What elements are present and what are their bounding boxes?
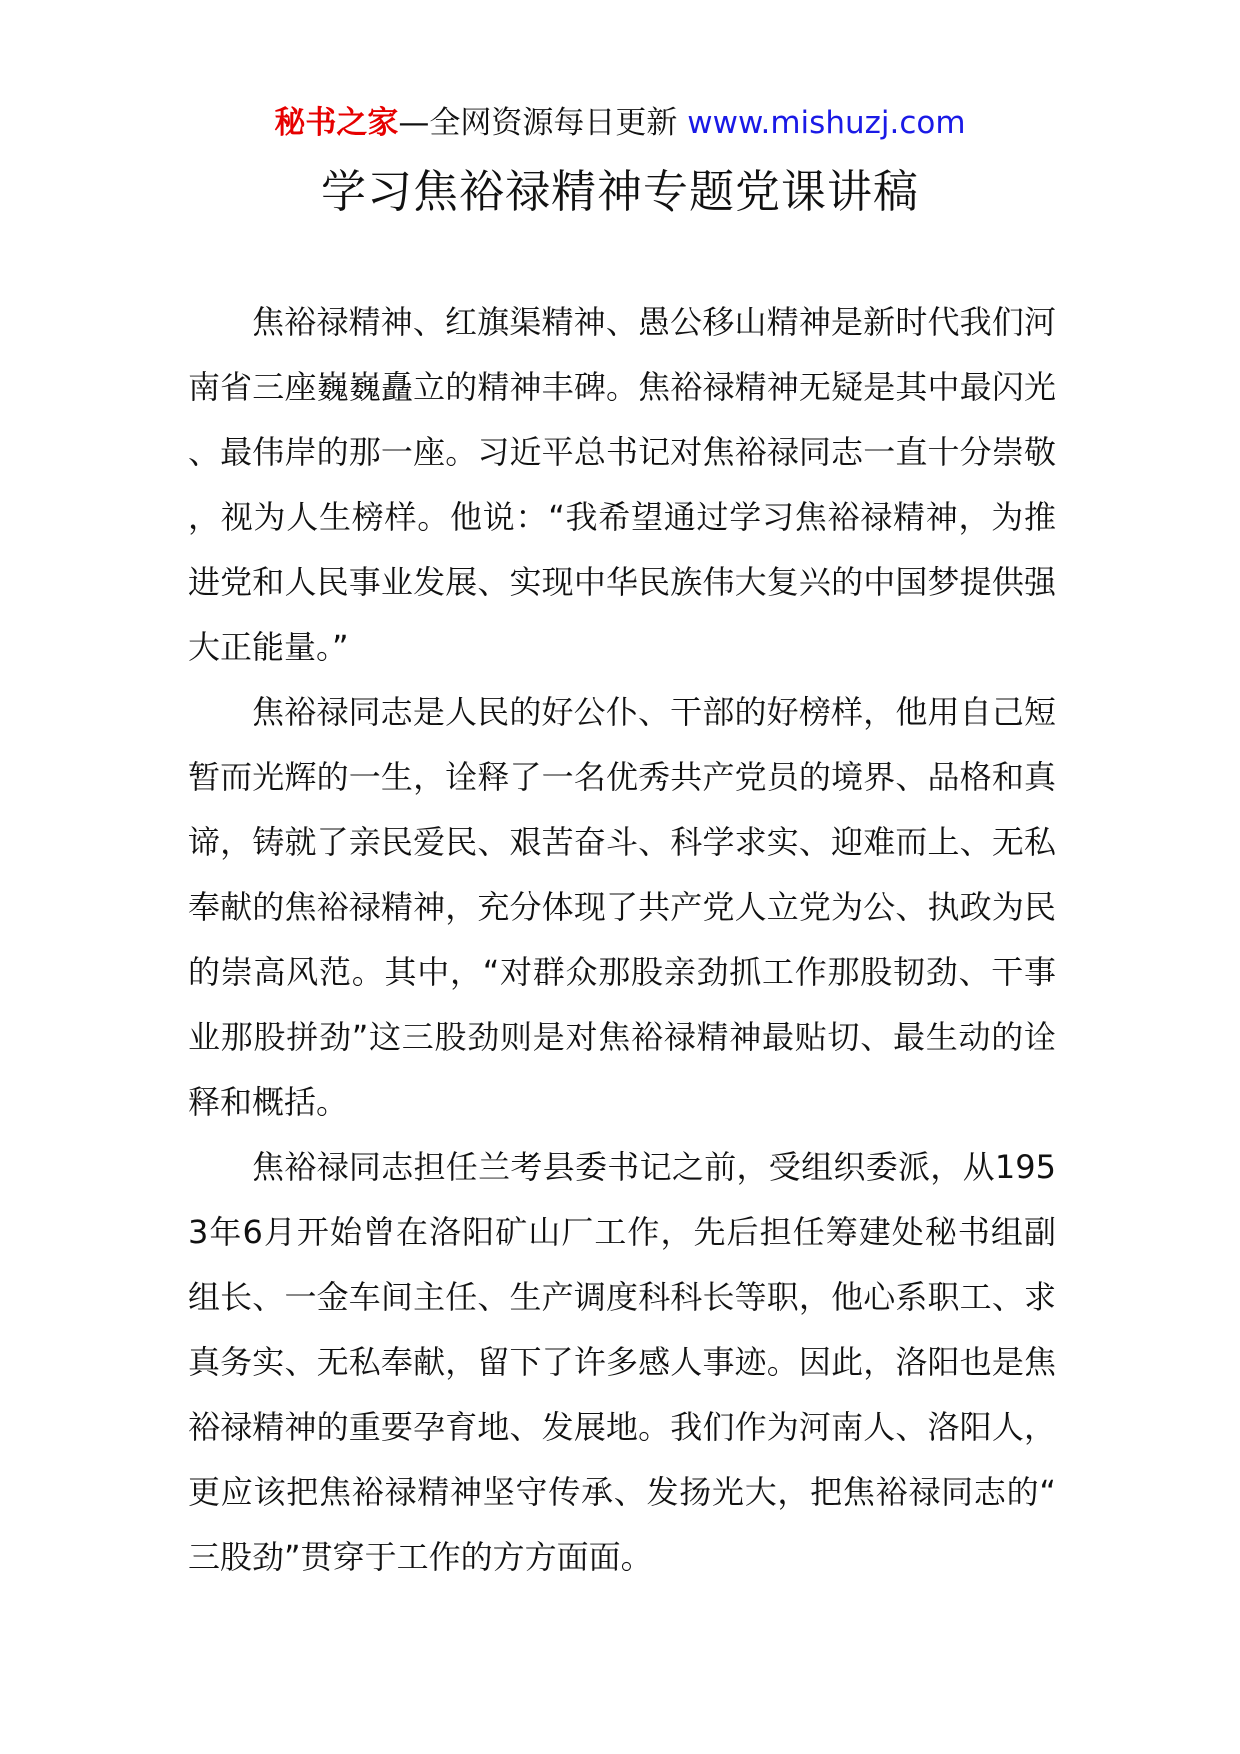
site-header — [0, 100, 1240, 146]
paragraph-3: 焦裕禄同志担任兰考县委书记之前，受组织委派，从1953年6月开始曾在洛阳矿山厂工作，先后担任筹建处秘书组副组长、一金车间主任、生产调度科科长等职，他心系职工、求真务实、无私奉献，留下了许多感人事迹。因此，洛阳也是焦裕禄精神的重要孕育地、发展地。我们作为河南人、洛阳人，更应该把焦裕禄精神坚守传承、发扬光大，把焦裕禄同志的“三股劲”贯穿于工作的方方面面。 — [188, 1148, 1056, 1576]
header-tagline: —全网资源每日更新 — [398, 105, 678, 141]
paragraph-1: 焦裕禄精神、红旗渠精神、愚公移山精神是新时代我们河南省三座巍巍矗立的精神丰碑。焦裕禄精神无疑是其中最闪光、最伟岸的那一座。习近平总书记对焦裕禄同志一直十分崇敬，视为人生榜样。他说：“我希望通过学习焦裕禄精神，为推进党和人民事业发展、实现中华民族伟大复兴的中国梦提供强大正能量。” — [188, 303, 1056, 666]
site-url-link[interactable]: www.mishuzj.com — [687, 105, 966, 141]
brand-name: 秘书之家 — [274, 105, 399, 141]
paragraph-2: 焦裕禄同志是人民的好公仆、干部的好榜样，他用自己短暂而光辉的一生，诠释了一名优秀共产党员的境界、品格和真谛，铸就了亲民爱民、艰苦奋斗、科学求实、迎难而上、无私奉献的焦裕禄精神，充分体现了共产党人立党为公、执政为民的崇高风范。其中，“对群众那股亲劲抓工作那股韧劲、干事业那股拼劲”这三股劲则是对焦裕禄精神最贴切、最生动的诠释和概括。 — [188, 693, 1056, 1121]
document-body — [188, 290, 1056, 1590]
document-title: 学习焦裕禄精神专题党课讲稿 — [320, 165, 919, 218]
